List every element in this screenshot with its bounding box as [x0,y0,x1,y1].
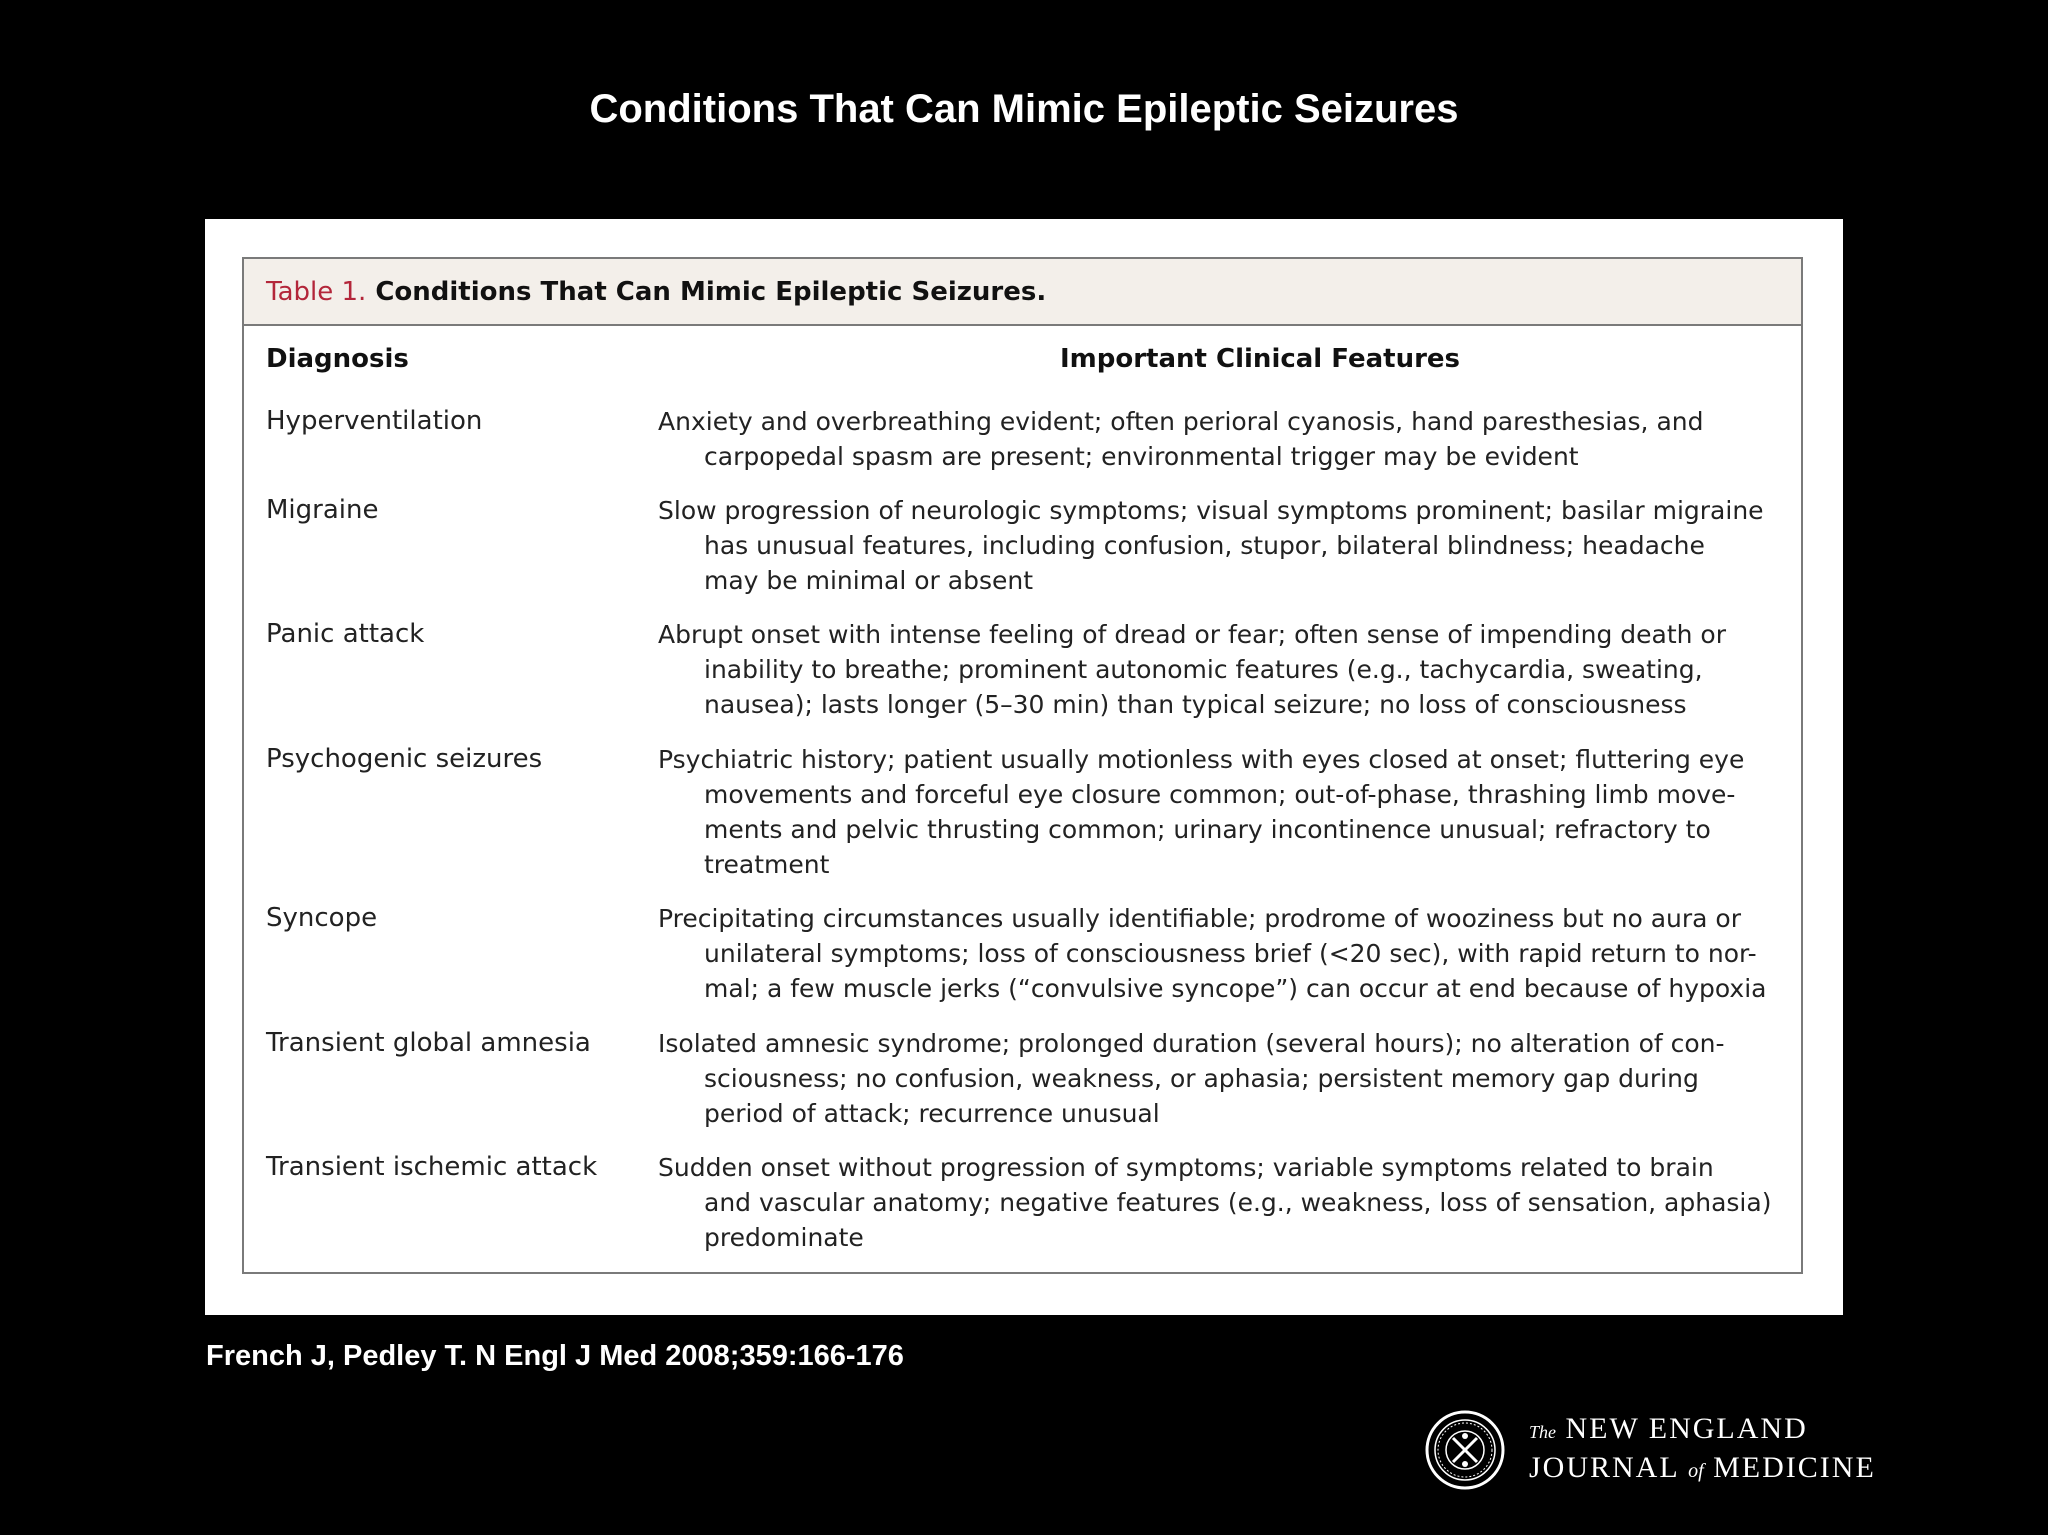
feature-line: treatment [704,850,830,879]
nejm-seal-icon [1425,1410,1505,1490]
feature-line: carpopedal spasm are present; environmental trigger may be evident [704,442,1579,471]
feature-line: sciousness; no confusion, weakness, or aphasia; persistent memory gap during [704,1064,1699,1093]
feature-line: has unusual features, including confusion, stupor, bilateral blindness; headache [704,531,1705,560]
header-clinical-features: Important Clinical Features [1060,344,1461,374]
features-cell [658,493,1788,598]
feature-line: mal; a few muscle jerks (“convulsive syncope”) can occur at end because of hypoxia [704,974,1767,1003]
table-image [205,219,1843,1315]
feature-line: predominate [704,1223,864,1252]
slide-title: Conditions That Can Mimic Epileptic Seizures [589,87,1459,131]
logo-journal: JOURNAL [1529,1451,1679,1484]
diagnosis-cell: Syncope [266,903,378,933]
citation: French J, Pedley T. N Engl J Med 2008;359:166-176 [206,1340,904,1372]
feature-line: Precipitating circumstances usually identifiable; prodrome of wooziness but no aura or [658,904,1741,933]
logo-of: of [1688,1460,1704,1482]
nejm-wordmark [1529,1411,1876,1489]
diagnosis-cell: Psychogenic seizures [266,744,543,774]
diagnosis-cell: Migraine [266,495,379,525]
logo-medicine: MEDICINE [1713,1451,1876,1484]
feature-line: Sudden onset without progression of symptoms; variable symptoms related to brain [658,1153,1714,1182]
features-cell [658,742,1788,882]
feature-line: Slow progression of neurologic symptoms; visual symptoms prominent; basilar migraine [658,496,1764,525]
feature-line: ments and pelvic thrusting common; urinary incontinence unusual; refractory to [704,815,1711,844]
feature-line: nausea); lasts longer (5–30 min) than typical seizure; no loss of consciousness [704,690,1687,719]
feature-line: may be minimal or absent [704,566,1034,595]
feature-line: period of attack; recurrence unusual [704,1099,1160,1128]
feature-line: Psychiatric history; patient usually motionless with eyes closed at onset; fluttering eye [658,745,1745,774]
diagnosis-cell: Panic attack [266,619,425,649]
feature-line: Isolated amnesic syndrome; prolonged duration (several hours); no alteration of con- [658,1029,1725,1058]
features-cell [658,901,1788,1006]
table-body [244,326,1801,1272]
feature-line: inability to breathe; prominent autonomic features (e.g., tachycardia, sweating, [704,655,1703,684]
diagnosis-cell: Transient ischemic attack [266,1152,598,1182]
features-cell [658,404,1788,474]
features-cell [658,1026,1788,1131]
table-number: Table 1. [266,276,367,307]
feature-line: Abrupt onset with intense feeling of dread or fear; often sense of impending death or [658,620,1726,649]
feature-line: Anxiety and overbreathing evident; often perioral cyanosis, hand paresthesias, and [658,407,1704,436]
feature-line: unilateral symptoms; loss of consciousness brief (<20 sec), with rapid return to nor- [704,939,1757,968]
logo-new-england: NEW ENGLAND [1565,1412,1808,1445]
table-caption [244,259,1801,326]
feature-line: and vascular anatomy; negative features (e.g., weakness, loss of sensation, aphasia) [704,1188,1772,1217]
features-cell [658,1150,1788,1255]
features-cell [658,617,1788,722]
nejm-logo [1425,1410,1876,1490]
header-diagnosis: Diagnosis [266,344,409,374]
diagnosis-cell: Hyperventilation [266,406,483,436]
table-frame [242,257,1803,1274]
diagnosis-cell: Transient global amnesia [266,1028,591,1058]
feature-line: movements and forceful eye closure common; out-of-phase, thrashing limb move- [704,780,1736,809]
table-caption-text: Conditions That Can Mimic Epileptic Seizures. [375,276,1047,307]
logo-the: The [1529,1422,1556,1442]
